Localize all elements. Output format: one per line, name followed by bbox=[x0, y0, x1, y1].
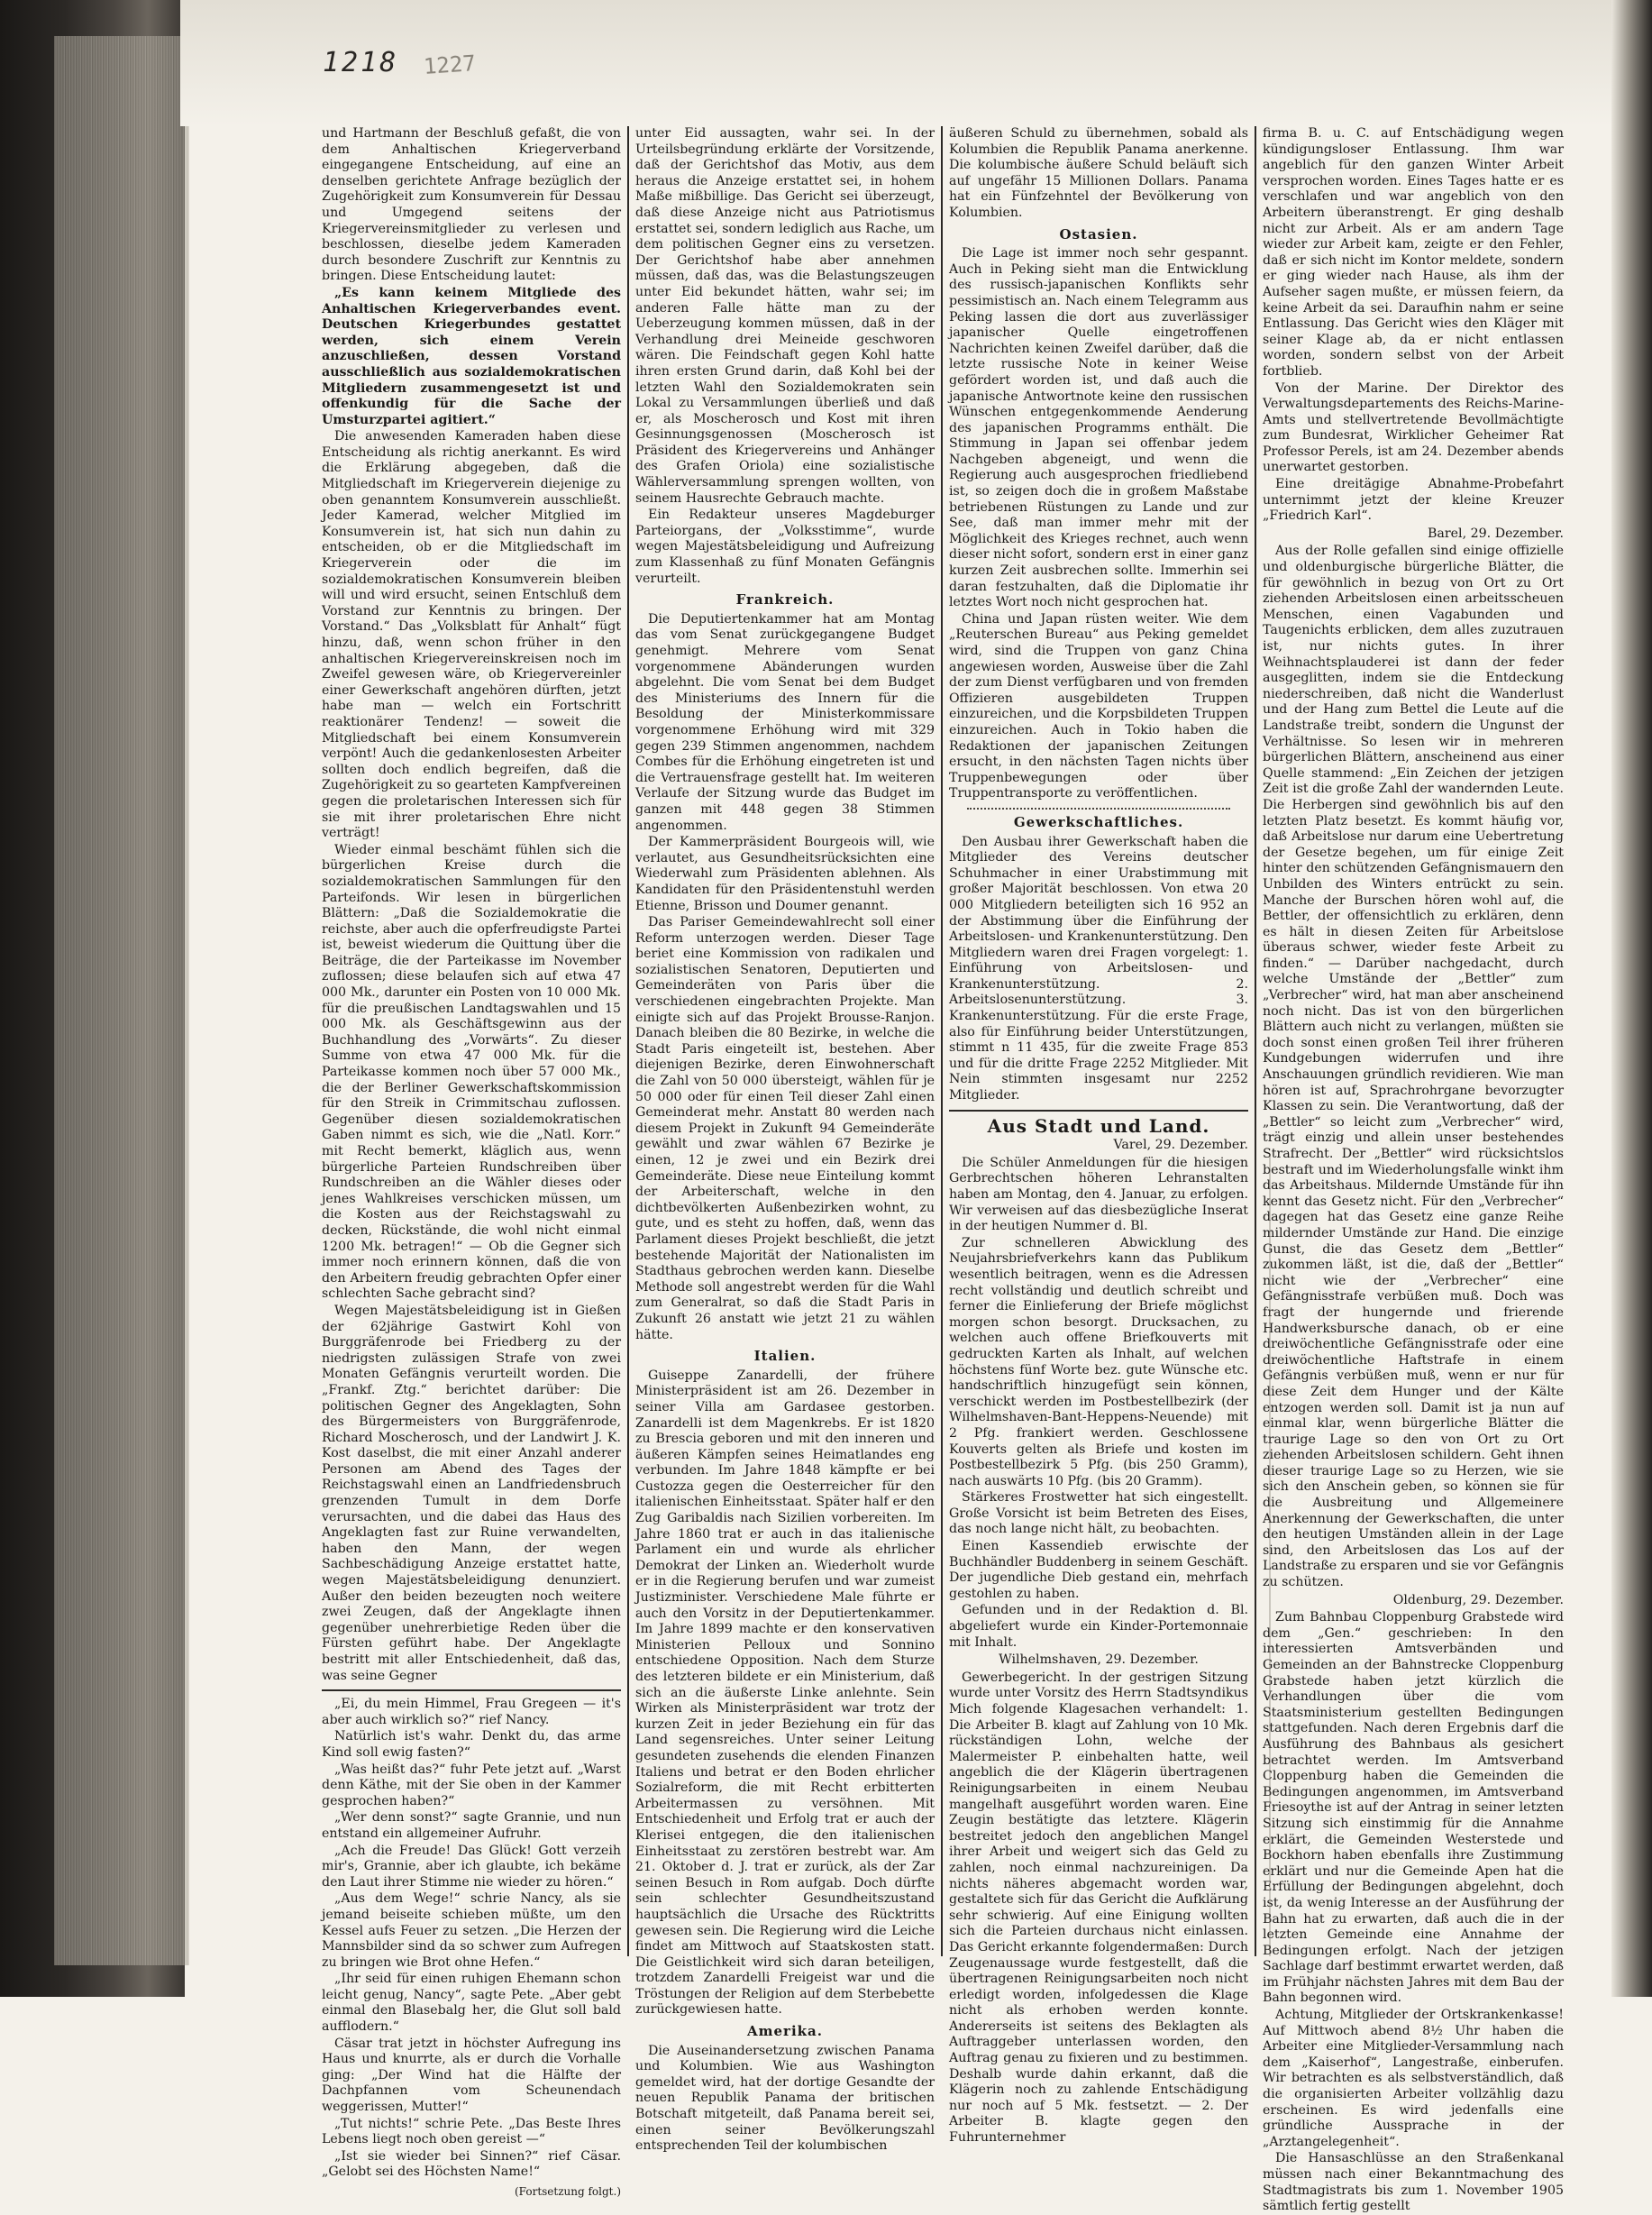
paragraph: äußeren Schuld zu übernehmen, sobald als Kolumbien die Republik Panama anerkenne. Die kolumbische äußere Schuld beläuft sich auf ungefähr 15 Millionen Dollars. Panama hat ein Fünfzehntel der Bevölkerung von Kolumbien. bbox=[949, 126, 1248, 220]
paragraph: Die Deputiertenkammer hat am Montag das vom Senat zurückgegangene Budget genehmigt. Mehrere vom Senat vorgenommene Abänderungen wurden abgelehnt. Die vom Senat bei dem Budget des Ministeriums des Innern für die Besoldung der Ministerkommissare vorgenommene Erhöhung wird mit 329 gegen 239 Stimmen angenommen, nachdem Combes für die Erhöhung eingetreten ist und die Vertrauensfrage gestellt hat. Im weiteren Verlaufe der Sitzung wurde das Budget im ganzen mit 448 gegen 38 Stimmen angenommen. bbox=[635, 611, 935, 833]
section-heading-italien: Italien. bbox=[753, 1348, 817, 1365]
page-tear bbox=[1269, 1154, 1298, 1956]
paragraph: Den Ausbau ihrer Gewerkschaft haben die Mitglieder des Vereins deutscher Schuhmacher in einer Urabstimmung mit großer Majorität beschlossen. Von etwa 20 000 Mitgliedern beteiligten sich 16 952 an der Abstimmung über die Einführung der Arbeitslosen- und Krankenunterstützung. Den Mitgliedern waren drei Fragen vorgelegt: 1. Einführung von Arbeitslosen- und Krankenunterstützung. 2. Arbeitslosenunterstützung. 3. Krankenunterstützung. Für die erste Frage, also für Einführung beider Unterstützungen, stimmt n 11 435, für die zweite Frage 853 und für die dritte Frage 2252 Mitglieder. Mit Nein stimmten insgesamt nur 2252 Mitglieder. bbox=[949, 834, 1248, 1103]
feuilleton-paragraph: Cäsar trat jetzt in höchster Aufregung ins Haus und knurrte, als er durch die Vorhalle ging: „Der Wind hat die Hälfte der Dachpfannen vom Scheunendach weggerissen, Mutter!“ bbox=[322, 2036, 621, 2115]
right-page-edge bbox=[1611, 0, 1652, 1997]
paragraph: Gewerbegericht. In der gestrigen Sitzung wurde unter Vorsitz des Herrn Stadtsyndikus Mich folgende Klagesachen verhandelt: 1. Die Arbeiter B. klagt auf Zahlung von 10 Mk. rückständigen Lohn, welche der Malermeister P. einbehalten hatte, weil angeblich die der Klägerin übertragenen Reinigungsarbeiten in einem Neubau mangelhaft ausgeführt worden waren. Eine Zeugin bestätigte das letztere. Klägerin bestreitet jedoch den angeblichen Mangel ihrer Arbeit und weigert sich das Geld zu zahlen, noch einmal nachzureinigen. Da nichts näheres abgemacht worden war, gestaltete sich für das Gericht die Aufklärung sehr schwierig. Auf eine Einigung wollten sich die Parteien durchaus nicht einlassen. Das Gericht erkannte folgendermaßen: Durch Zeugenaussage wurde festgestellt, daß die übertragenen Reinigungsarbeiten noch nicht erledigt worden, infolgedessen die Klage nicht als erhoben werden konnte. Andererseits ist seitens des Beklagten als Auftraggeber unterlassen worden, den Auftrag genau zu fixieren und zu bestimmen. Deshalb wurde dahin erkannt, daß die Klägerin noch zu zahlende Entschädigung nur noch auf 5 Mk. festsetzt. — 2. Der Arbeiter B. klagte gegen den Fuhrunternehmer bbox=[949, 1670, 1248, 2146]
paragraph: Die anwesenden Kameraden haben diese Entscheidung als richtig anerkannt. Es wird die Erklärung abgegeben, daß die Mitgliedschaft im Kriegerverein diejenige zu oben genanntem Konsumverein ausschließt. Jeder Kamerad, welcher Mitglied im Konsumverein ist, hat sich nun dahin zu entscheiden, ob er die Mitgliedschaft im Kriegerverein oder die im sozialdemokratischen Konsumverein bleiben will und wird ersucht, seinen Entschluß dem Vorstand zur Kenntnis zu bringen. Der Vorstand.“ Das „Volksblatt für Anhalt“ fügt hinzu, daß, wenn schon früher in den anhaltischen Kriegervereinskreisen noch im Zweifel gewesen wäre, ob Kriegervereinler einer Gewerkschaft angehören dürften, jetzt habe man — welch ein Fortschritt reaktionärer Tendenz! — soweit die Mitgliedschaft bei einem Konsumverein verpönt! Auch die gedankenlosesten Arbeiter sollten doch endlich begreifen, daß die Zugehörigkeit zu so gearteten Kampfvereinen gegen die proletarischen Interessen sich für sie mit ihrer proletarischen Ehre nicht verträgt! bbox=[322, 429, 621, 841]
paragraph: firma B. u. C. auf Entschädigung wegen kündigungsloser Entlassung. Ihm war angeblich für den ganzen Winter Arbeit versprochen worden. Eines Tages hatte er es verschlafen und war angeblich von den Arbeitern überanstrengt. Er ging deshalb nicht zur Arbeit. Als er am andern Tage wieder zur Arbeit kam, zeigte er den Fehler, daß er sich nicht im Kontor meldete, sondern er ging wieder nach Hause, als ihm der Aufseher sagen mußte, er müssen feiern, da keine Arbeit da sei. Daraufhin nahm er seine Entlassung. Das Gericht wies den Kläger mit seiner Klage ab, da er nicht entlassen worden, sondern selbst von der Arbeit fortblieb. bbox=[1263, 126, 1564, 379]
feuilleton-paragraph: Natürlich ist's wahr. Denkt du, das arme Kind soll ewig fasten?“ bbox=[322, 1729, 621, 1760]
feuilleton-paragraph: „Was heißt das?“ fuhr Pete jetzt auf. „Warst denn Käthe, mit der Sie oben in der Kammer gesprochen haben?“ bbox=[322, 1762, 621, 1808]
page-number: 1218 bbox=[323, 47, 399, 78]
feuilleton-paragraph: „Tut nichts!“ schrie Pete. „Das Beste Ihres Lebens liegt noch oben gereist —“ bbox=[322, 2116, 621, 2147]
paragraph: Die Lage ist immer noch sehr gespannt. Auch in Peking sieht man die Entwicklung des russisch-japanischen Konflikts sehr pessimistisch an. Nach einem Telegramm aus Peking lassen die dort aus zuverlässiger japanischer Quelle eingetroffenen Nachrichten keinen Zweifel darüber, daß die letzte russische Note in keiner Weise gefördert worden ist, und daß auch die japanische Antwortnote keine den russischen Wünschen entgegenkommende Aenderung des japanischen Programms enthält. Die Stimmung in Japan sei offenbar jedem Nachgeben abgeneigt, und wenn die Regierung auch ausgesprochen friedliebend ist, so zeigen doch die in großem Maßstabe betriebenen Rüstungen zu Lande und zur See, daß man immer mehr mit der Möglichkeit des Krieges rechnet, auch wenn dieser nicht sofort, sondern erst in einer ganz kurzen Zeit ausbrechen sollte. Immerhin sei daran festzuhalten, daß die Diplomatie ihr letztes Wort noch nicht gesprochen hat. bbox=[949, 246, 1248, 610]
paragraph: Zur schnelleren Abwicklung des Neujahrsbriefverkehrs kann das Publikum wesentlich beitragen, wenn es die Adressen recht vollständig und deutlich schreibt und ferner die Einlieferung der Briefe möglichst morgen schon besorgt. Drucksachen, zu welchen auch offene Briefkouverts mit gedruckten Karten als Inhalt, auf welchen höchstens fünf Worte bez. gute Wünsche etc. handschriftlich hinzugefügt sein können, verschickt werden im Postbestellbezirk (der Wilhelmshaven-Bant-Heppens-Neuende) mit 2 Pfg. frankiert werden. Geschlossene Kouverts gelten als Briefe und kosten im Postbestellbezirk 5 Pfg. (bis 250 Gramm), nach auswärts 10 Pfg. (bis 20 Gramm). bbox=[949, 1235, 1248, 1488]
paragraph: China und Japan rüsten weiter. Wie dem „Reuterschen Bureau“ aus Peking gemeldet wird, sind die Truppen von ganz China angewiesen worden, Ausweise über die Zahl der zum Dienst verfügbaren und von fremden Offizieren ausgebildeten Truppen einzureichen, und die Korpsbildeten Truppen einzureichen. Auch in Tokio haben die Redaktionen der japanischen Zeitungen ersucht, in den nächsten Tagen nichts über Truppenbewegungen oder über Truppentransporte zu veröffentlichen. bbox=[949, 611, 1248, 801]
section-heading-amerika: Amerika. bbox=[747, 2023, 823, 2040]
column-1 bbox=[315, 126, 629, 2198]
page-number-faint: 1227 bbox=[423, 50, 477, 79]
paragraph: Die Schüler Anmeldungen für die hiesigen Gerbrechtschen höheren Lehranstalten haben am Montag, den 4. Januar, zu erfolgen. Wir verweisen auf das diesbezügliche Inserat in der heutigen Nummer d. Bl. bbox=[949, 1155, 1248, 1234]
continuation-note: (Fortsetzung folgt.) bbox=[515, 2185, 621, 2198]
paragraph: Guiseppe Zanardelli, der frühere Ministerpräsident ist am 26. Dezember in seiner Villa am Gardasee gestorben. Zanardelli ist dem Magenkrebs. Er ist 1820 zu Brescia geboren und mit den inneren und äußeren Kämpfen seines Heimatlandes eng verbunden. Im Jahre 1848 kämpfte er bei Custozza gegen die Oesterreicher für den italienischen Einheitsstaat. Später half er den Zug Garibaldis nach Sizilien vorbereiten. Im Jahre 1860 trat er auch in das italienische Parlament ein und wurde als ehrlicher Demokrat der Linken an. Wiederholt wurde er in die Regierung berufen und war zumeist Justizminister. Verschiedene Male führte er auch den Vorsitz in der Deputiertenkammer. Im Jahre 1899 machte er den konservativen Ministerien Pelloux und Sonnino entschiedene Opposition. Nach dem Sturze des letzteren bildete er ein Ministerium, daß sich an die äußerste Linke anlehnte. Sein Wirken als Ministerpräsident war trotz der kurzen Zeit in jeder Beziehung ein für das Land segensreiches. Unter seiner Leitung gesundeten zusehends die elenden Finanzen Italiens und betrat er den Boden ehrlicher Sozialreform, die mit Recht erbitterten Arbeitermassen zu versöhnen. Mit Entschiedenheit und Erfolg trat er auch der Klerisei entgegen, die den italienischen Einheitsstaat zu zerstören bestrebt war. Am 21. Oktober d. J. trat er zurück, als der Zar seinen Besuch in Rom aufgab. Doch dürfte sein schlechter Gesundheitszustand hauptsächlich die Ursache des Rücktritts gewesen sein. Die Regierung wird die Leiche findet am Mittwoch auf Staatskosten statt. Die Geistlichkeit wird sich daran beteiligen, trotzdem Zanardelli Freigeist war und die Tröstungen der Religion auf dem Sterbebette zurückgewiesen hatte. bbox=[635, 1368, 935, 2018]
feuilleton-divider bbox=[322, 1689, 621, 1691]
quoted-decision: „Es kann keinem Mitgliede des Anhaltischen Kriegerverbandes event. Deutschen Kriegerbundes gestattet werden, sich einem Verein anzuschließen, dessen Vorstand ausschließlich aus sozialdemokratischen Mitgliedern zusammengesetzt ist und offenkundig für die Sache der Umsturzpartei agitiert.“ bbox=[322, 285, 621, 427]
section-divider bbox=[967, 808, 1230, 810]
paragraph: Stärkeres Frostwetter hat sich eingestellt. Große Vorsicht ist beim Betreten des Eises, das noch lange nicht hält, zu beobachten. bbox=[949, 1490, 1248, 1537]
section-heading-ostasien: Ostasien. bbox=[1059, 225, 1138, 243]
feuilleton-paragraph: „Ach die Freude! Das Glück! Gott verzeih mir's, Grannie, aber ich glaubte, ich bekäme den Laut ihrer Stimme nie wieder zu hören.“ bbox=[322, 1843, 621, 1890]
paragraph: und Hartmann der Beschluß gefaßt, die von dem Anhaltischen Kriegerverband eingegangene Entscheidung, auf eine an denselben gerichtete Anfrage bezüglich der Zugehörigkeit zum Konsumverein für Dessau und Umgegend seitens der Kriegervereinsmitglieder zu verlesen und beschlossen, dieselbe jedem Kameraden durch besondere Zuschrift zur Kenntnis zu bringen. Diese Entscheidung lautet: bbox=[322, 126, 621, 284]
feuilleton-paragraph: „Wer denn sonst?“ sagte Grannie, und nun entstand ein allgemeiner Aufruhr. bbox=[322, 1810, 621, 1841]
paragraph: Achtung, Mitglieder der Ortskrankenkasse! Auf Mittwoch abend 8½ Uhr haben die Arbeiter eine Mitglieder-Versammlung nach dem „Kaiserhof“, Langestraße, einberufen. Wir betrachten es als selbstverständlich, daß die organisierten Arbeiter vollzählig dazu erscheinen. Es wird jedenfalls eine gründliche Aussprache in der „Arztangelegenheit“. bbox=[1263, 2008, 1564, 2149]
dateline: Wilhelmshaven, 29. Dezember. bbox=[999, 1652, 1199, 1668]
feuilleton-paragraph: „Ihr seid für einen ruhigen Ehemann schon leicht genug, Nancy“, sagte Pete. „Aber gebt einmal den Blasebalg her, die Glut soll bald aufflodern.“ bbox=[322, 1972, 621, 2035]
dateline: Varel, 29. Dezember. bbox=[1113, 1138, 1248, 1153]
paragraph: Ein Redakteur unseres Magdeburger Parteiorgans, der „Volksstimme“, wurde wegen Majestätsbeleidigung und Aufreizung zum Klassenhaß zu fünf Monaten Gefängnis verurteilt. bbox=[635, 508, 935, 586]
paragraph: unter Eid aussagten, wahr sei. In der Urteilsbegründung erklärte der Vorsitzende, daß der Gerichtshof das Motiv, aus dem heraus die Anzeige erstattet sei, in hohem Maße mißbillige. Das Gericht sei überzeugt, daß diese Anzeige nicht aus Patriotismus erstattet sei, sondern lediglich aus Rache, um dem politischen Gegner eins zu versetzen. Der Gerichtshof habe aber annehmen müssen, daß das, was die Belastungszeugen unter Eid bekundet hätten, wahr sei; im anderen Falle hätte man zu der Ueberzeugung kommen müssen, daß in der Verhandlung drei Meineide geschworen wären. Die Feindschaft gegen Kohl hatte ihren ersten Grund darin, daß Kohl bei der letzten Wahl den Sozialdemokraten sein Lokal zu Versammlungen überließ und daß er, als Moscherosch und Kost mit ihren Gesinnungsgenossen (Moscherosch ist Präsident des Kriegervereins und Anhänger des Grafen Oriola) eine sozialistische Wählerversammlung sprengen wollten, von seinem Hausrechte Gebrauch machte. bbox=[635, 126, 935, 506]
paragraph: Aus der Rolle gefallen sind einige offizielle und oldenburgische bürgerliche Blätter, die für gewöhnlich in bezug von Ort zu Ort ziehenden Arbeitslosen einen arbeitsscheuen Menschen, einen Vagabunden und Taugenichts erblicken, dem alles zuzutrauen ist, nur nichts gutes. In ihrer Weihnachtsplauderei ist dann der feder ausgeglitten, indem sie die Entdeckung niederschreiben, daß nicht die Wanderlust und der Hang zum Bettel die Leute auf die Landstraße treibt, sondern die Ungunst der Verhältnisse. So lesen wir in mehreren bürgerlichen Blättern, anscheinend aus einer Quelle stammend: „Ein Zeichen der jetzigen Zeit ist die große Zahl der wandernden Leute. Die Herbergen sind gewöhnlich bis auf den letzten Platz besetzt. Es kommt häufig vor, daß Arbeitslose nur darum eine Uebertretung der Gesetze begehen, um für einige Zeit hinter den schützenden Gefängnismauern den Unbilden des Winters entrückt zu sein. Manche der Burschen hören wohl auf, die Bettler, der offensichtlich zu erklären, denn es hält in diesen Zeiten für Arbeitslose überaus schwer, wieder feste Arbeit zu finden.“ — Darüber nachgedacht, durch welche Umstände der „Bettler“ zum „Verbrecher“ wird, hat man aber anscheinend noch nicht. Das ist von den bürgerlichen Blättern auch nicht zu verlangen, müßten sie doch sonst einen großen Teil ihrer früheren Kundgebungen widerrufen und ihre Anschauungen gründlich revidieren. Wie man hören ist auf, Sprachrohrgane bevorzugter Klassen zu sein. Die Verantwortung, daß der „Bettler“ so leicht zum „Verbrecher“ wird, trägt einzig und allein unser bestehendes Strafrecht. Der „Bettler“ wird rücksichtslos bestraft und im Wiederholungsfalle winkt ihm das Arbeitshaus. Mildernde Umstände für ihn kennt das Gesetz nicht. Für den „Verbrecher“ dagegen hat das Gesetz eine ganze Reihe mildernder Umstände zur Hand. Die einzige Gunst, die das Gesetz dem „Bettler“ zukommen läßt, ist die, daß der „Bettler“ nicht wie der „Verbrecher“ eine Gefängnisstrafe verbüßen muß. Doch was fragt der hungernde und frierende Handwerksbursche danach, ob er eine dreiwöchentliche Gefängnisstrafe oder eine dreiwöchentliche Haftstrafe in einem Gefängnis verbüßen muß, wenn er nur für diese Zeit dem Hunger und der Kälte entzogen werden soll. Damit ist ja nun auf einmal klar, wenn bürgerliche Blätter die traurige Lage so den von Ort zu Ort ziehenden Arbeitslosen schildern. Geht ihnen dieser traurige Lage so zu Herzen, wie sie sich den Anschein geben, so können sie für die Ausbreitung und Allgemeinere Anerkennung der Gewerkschaften, die unter den heutigen Umständen allein in der Lage sind, den Arbeitslosen das Los auf der Landstraße zu ersparen und sie vor Gefängnis zu schützen. bbox=[1263, 544, 1564, 1590]
feuilleton-paragraph: „Ist sie wieder bei Sinnen?“ rief Cäsar. „Gelobt sei des Höchsten Name!“ bbox=[322, 2148, 621, 2180]
column-3 bbox=[943, 126, 1256, 2146]
paragraph: Der Kammerpräsident Bourgeois will, wie verlautet, aus Gesundheitsrücksichten eine Wiederwahl zum Präsidenten ablehnen. Als Kandidaten für den Präsidentenstuhl werden Etienne, Brisson und Doumer genannt. bbox=[635, 835, 935, 913]
section-heading-stadt-land: Aus Stadt und Land. bbox=[987, 1114, 1210, 1137]
paragraph: Die Auseinandersetzung zwischen Panama und Kolumbien. Wie aus Washington gemeldet wird, hat der dortige Gesandte der neuen Republik Panama der britischen Botschaft mitgeteilt, daß Panama bereit sei, einen seiner Bevölkerungszahl entsprechenden Teil der kolumbischen bbox=[635, 2043, 935, 2154]
page-stack-edge bbox=[54, 36, 189, 1965]
paragraph: Eine dreitägige Abnahme-Probefahrt unternimmt jetzt der kleine Kreuzer „Friedrich Karl“. bbox=[1263, 477, 1564, 524]
feuilleton-paragraph: „Ei, du mein Himmel, Frau Gregeen — it's aber auch wirklich so?“ rief Nancy. bbox=[322, 1697, 621, 1727]
section-divider bbox=[949, 1110, 1248, 1112]
paragraph: Gefunden und in der Redaktion d. Bl. abgeliefert wurde ein Kinder-Portemonnaie mit Inhalt. bbox=[949, 1603, 1248, 1650]
column-2 bbox=[629, 126, 943, 2154]
paragraph: Wieder einmal beschämt fühlen sich die bürgerlichen Kreise durch die sozialdemokratischen Sammlungen für den Parteifonds. Wir lesen in bürgerlichen Blättern: „Daß die Sozialdemokratie die reichste, aber auch die opferfreudigste Partei ist, beweist wiederum die Quittung über die Beiträge, die der Parteikasse im November zuflossen; diese belaufen sich auf etwa 47 000 Mk., darunter ein Posten von 10 000 Mk. für die preußischen Landtagswahlen und 15 000 Mk. als Geschäftsgewinn aus der Buchhandlung des „Vorwärts“. Zu dieser Summe von etwa 47 000 Mk. für die Parteikasse kommen noch über 57 000 Mk., die der Berliner Gewerkschaftskommission für den Streik in Crimmitschau zuflossen. Gegenüber diesen sozialdemokratischen Gaben nimmt es sich, wie die „Natl. Korr.“ mit Recht bemerkt, kläglich aus, wenn bürgerliche Parteien Rundschreiben über Rundschreiben an die Wähler dieses oder jenes Wahlkreises verschicken müssen, um die Kosten aus der Reichstagswahl zu decken, Rückstände, die wohl nicht einmal 1200 Mk. betragen!“ — Ob die Gegner sich immer noch erinnern können, daß die von den Arbeitern freudig gebrachten Opfer einer schlechten Sache gebracht sind? bbox=[322, 842, 621, 1302]
paragraph: Die Hansaschlüsse an den Straßenkanal müssen nach einer Bekanntmachung des Stadtmagistrats bis zum 1. November 1905 sämtlich fertig gestellt bbox=[1263, 2151, 1564, 2214]
feuilleton-paragraph: „Aus dem Wege!“ schrie Nancy, als sie jemand beiseite schieben müßte, um den Kessel aufs Feuer zu setzen. „Die Herzen der Mannsbilder sind da so schwer zum Aufregen zu bringen wie Brot ohne Hefen.“ bbox=[322, 1891, 621, 1970]
column-4 bbox=[1256, 126, 1570, 2214]
paragraph: Von der Marine. Der Direktor des Verwaltungsdepartements des Reichs-Marine-Amts und stellvertretende Bevollmächtigte zum Bundesrat, Wirklicher Geheimer Rat Professor Perels, ist am 24. Dezember abends unerwartet gestorben. bbox=[1263, 380, 1564, 475]
paragraph: Zum Bahnbau Cloppenburg Grabstede wird dem „Gen.“ geschrieben: In den interessierten Amtsverbänden und Gemeinden an der Bahnstrecke Cloppenburg Grabstede haben jetzt kürzlich die Verhandlungen über die vom Staatsministerium gestellten Bedingungen stattgefunden. Nach deren Ergebnis darf die Ausführung des Bahnbaus als gesichert betrachtet werden. Im Amtsverband Cloppenburg haben die Gemeinden die Bedingungen angenommen, im Amtsverband Friesoythe ist auf der Antrag in seiner letzten Sitzung sich einstimmig für die Annahme erklärt, die Gemeinden Westerstede und Bockhorn haben ebenfalls ihre Zustimmung erklärt und nur die Gemeinde Apen hat die Erfüllung der Bedingungen abgelehnt, doch ist, da wenig Interesse an der Ausführung der Bahn hat zu erwarten, daß auch die in der letzten Gemeinde eine Annahme der Bedingungen erfolgt. Nach der jetzigen Sachlage darf bestimmt erwartet werden, daß im Frühjahr nächsten Jahres mit dem Bau der Bahn begonnen wird. bbox=[1263, 1610, 1564, 2006]
paragraph: Das Pariser Gemeindewahlrecht soll einer Reform unterzogen werden. Dieser Tage beriet eine Kommission von radikalen und sozialistischen Senatoren, Deputierten und Gemeinderäten von Paris über die verschiedenen eingebrachten Projekte. Man einigte sich auf das Projekt Brousse-Ranjon. Danach bleiben die 80 Bezirke, in welche die Stadt Paris eingeteilt ist, bestehen. Aber diejenigen Bezirke, deren Einwohnerschaft die Zahl von 50 000 übersteigt, wählen für je 50 000 oder für einen Teil dieser Zahl einen Gemeinderat mehr. Anstatt 80 werden nach diesem Projekt in Zukunft 94 Gemeinderäte gewählt und zwar wählen 67 Bezirke je einen, 12 je zwei und ein Bezirk drei Gemeinderäte. Diese neue Einteilung kommt der Arbeiterschaft, welche in den dichtbevölkerten Außenbezirken wohnt, zu gute, und es steht zu hoffen, daß, wenn das Parlament dieses Projekt beschließt, die jetzt bestehende Majorität der Nationalisten im Stadthaus gebrochen werden kann. Dieselbe Methode soll angestrebt werden für die Wahl zum Generalrat, so daß die Stadt Paris in Zukunft 26 anstatt wie jetzt 21 zu wählen hätte. bbox=[635, 915, 935, 1342]
dateline: Oldenburg, 29. Dezember. bbox=[1392, 1592, 1564, 1607]
section-heading-frankreich: Frankreich. bbox=[735, 591, 835, 609]
paragraph: Wegen Majestätsbeleidigung ist in Gießen der 62jährige Gastwirt Kohl von Burggräfenrode bei Friedberg zu der niedrigsten zulässigen Strafe von zwei Monaten Gefängnis verurteilt worden. Die „Frankf. Ztg.“ berichtet darüber: Die politischen Gegner des Angeklagten, Sohn des Bürgermeisters von Burggräfenrode, Richard Moscherosch, und der Landwirt J. K. Kost daselbst, die mit einer Anzahl anderer Personen am Abend des Tages der Reichstagswahl einen an Landfriedensbruch grenzenden Tumult in dem Dorfe verursachten, und die dabei das Haus des Angeklagten fast zur Ruine verwandelten, haben den Mann, der wegen Sachbeschädigung Anzeige erstattet hatte, wegen Majestätsbeleidigung denunziert. Außer den beiden bezeugten noch weitere zwei Zeugen, daß der Angeklagte ihnen gegenüber unehrerbietige Reden über die Fürsten geführt habe. Der Angeklagte bestritt mit aller Entschiedenheit, daß das, was seine Gegner bbox=[322, 1303, 621, 1683]
dateline: Barel, 29. Dezember. bbox=[1428, 526, 1564, 541]
newspaper-page bbox=[315, 126, 1595, 2214]
paragraph: Einen Kassendieb erwischte der Buchhändler Buddenberg in seinem Geschäft. Der jugendliche Dieb gestand ein, mehrfach gestohlen zu haben. bbox=[949, 1539, 1248, 1601]
section-heading-gewerkschaftliches: Gewerkschaftliches. bbox=[1013, 813, 1184, 830]
